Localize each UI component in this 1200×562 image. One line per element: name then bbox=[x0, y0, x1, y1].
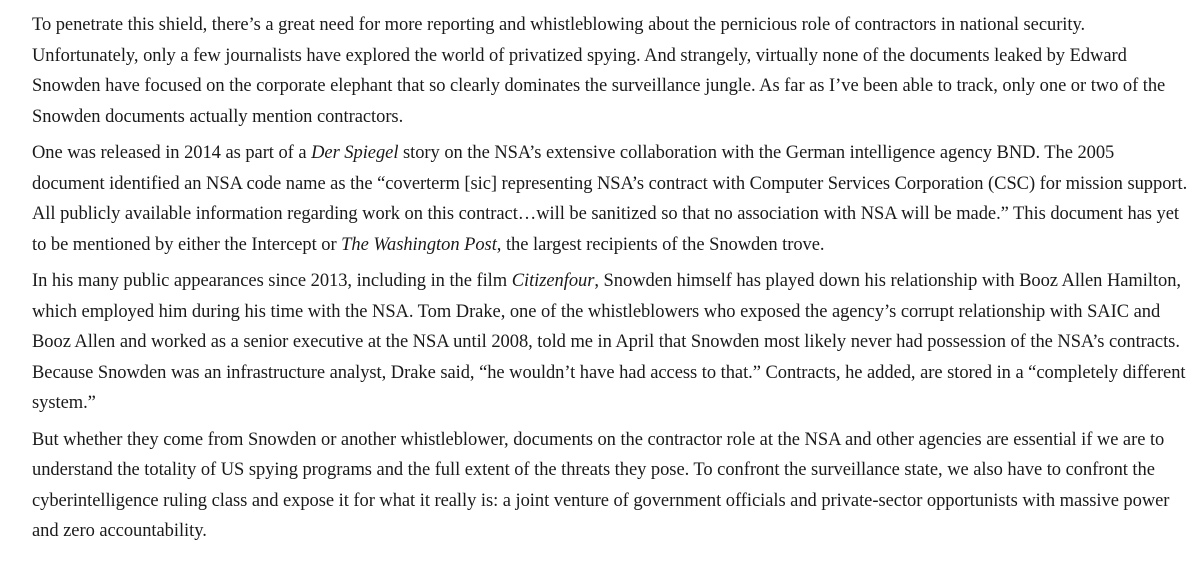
paragraph-3 bbox=[32, 266, 1188, 419]
paragraph-1 bbox=[32, 10, 1188, 132]
paragraph-text: But whether they come from Snowden or another whistleblower, documents on the contractor role at the NSA and other agencies are essential if we are to understand the totality of US spying programs and the full extent of the threats they pose. To confront the surveillance state, we also have to confront the cyberintelligence ruling class and expose it for what it really is: a joint venture of government officials and private-sector opportunists with massive power and zero accountability. bbox=[32, 429, 1170, 541]
publication-title-washington-post: The Washington Post bbox=[341, 234, 497, 255]
paragraph-text: To penetrate this shield, there’s a great need for more reporting and whistleblowing about the pernicious role of contractors in national security. Unfortunately, only a few journalists have explored the world of privatized spying. And strangely, virtually none of the documents leaked by Edward Snowden have focused on the corporate elephant that so clearly dominates the surveillance jungle. As far as I’ve been able to track, only one or two of the Snowden documents actually mention contractors. bbox=[32, 15, 1166, 127]
paragraph-text: In his many public appearances since 2013, including in the film bbox=[32, 271, 512, 291]
paragraph-text: , the largest recipients of the Snowden trove. bbox=[496, 234, 825, 255]
paragraph-text: , Snowden himself has played down his relationship with Booz Allen Hamilton, which employed him during his time with the NSA. Tom Drake, one of the whistleblowers who exposed the agency’s corrupt relationship with SAIC and Booz Allen and worked as a senior executive at the NSA until 2008, told me in April that Snowden most likely never had possession of the NSA’s contracts. Because Snowden was an infrastructure analyst, Drake said, “he wouldn’t have had access to that.” Contracts, he added, are stored in a “completely different system.” bbox=[32, 271, 1186, 413]
paragraph-text: One was released in 2014 as part of a bbox=[32, 143, 312, 163]
paragraph-text: story on the NSA’s extensive collaboration with the German intelligence agency BND. The 2005 document identified an NSA code name as the “coverterm [sic] representing NSA’s contract with Computer Services Corporation (CSC) for mission support. All publicly available information regarding work on this contract…will be sanitized so that no association with NSA will be made.” This document has yet to be mentioned by either the Intercept or bbox=[32, 143, 1188, 255]
film-title-citizenfour: Citizenfour bbox=[511, 271, 595, 291]
paragraph-2 bbox=[32, 138, 1188, 260]
publication-title-der-spiegel: Der Spiegel bbox=[311, 143, 399, 163]
paragraph-4 bbox=[32, 425, 1188, 547]
